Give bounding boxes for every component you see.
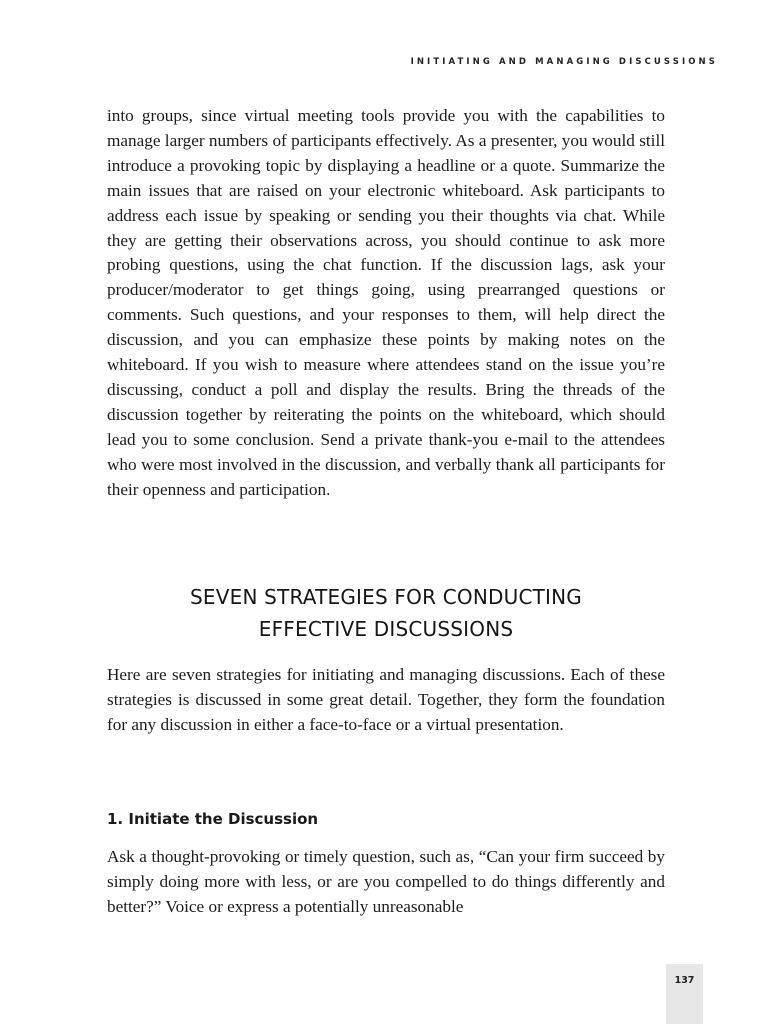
- section-heading: [107, 581, 665, 645]
- page-number-tab: [666, 964, 703, 1024]
- section-heading-line-2: EFFECTIVE DISCUSSIONS: [258, 617, 514, 641]
- section-heading-line-1: SEVEN STRATEGIES FOR CONDUCTING: [190, 585, 582, 609]
- page-number: 137: [674, 975, 695, 986]
- running-head: INITIATING AND MANAGING DISCUSSIONS: [410, 57, 718, 67]
- body-paragraph-intro: into groups, since virtual meeting tools provide you with the capabilities to manage larger numbers of participants effectively. As a presenter, you would still introduce a provoking topic by displaying a headline or a quote. Summarize the main issues that are raised on your electronic whiteboard. Ask participants to address each issue by speaking or sending you their thoughts via chat. While they are getting their observations across, you should continue to ask more probing questions, using the chat function. If the discussion lags, ask your producer/moderator to get things going, using prearranged questions or comments. Such questions, and your responses to them, will help direct the discussion, and you can emphasize these points by making notes on the whiteboard. If you wish to measure where attendees stand on the issue you’re discussing, conduct a poll and display the results. Bring the threads of the discussion together by reiterating the points on the whiteboard, which should lead you to some conclusion. Send a private thank-you e-mail to the attendees who were most involved in the discussion, and verbally thank all participants for their openness and participation.: [107, 106, 665, 499]
- sub-heading-initiate: 1. Initiate the Discussion: [107, 810, 319, 828]
- body-paragraph-strategies: Here are seven strategies for initiating and managing discussions. Each of these strategies is discussed in some great detail. Together, they form the foundation for any discussion in either a face-to-face or a virtual presentation.: [107, 665, 665, 734]
- body-paragraph-initiate: Ask a thought-provoking or timely question, such as, “Can your firm succeed by simply doing more with less, or are you compelled to do things differently and better?” Voice or express a potentially unreasonable: [107, 847, 665, 916]
